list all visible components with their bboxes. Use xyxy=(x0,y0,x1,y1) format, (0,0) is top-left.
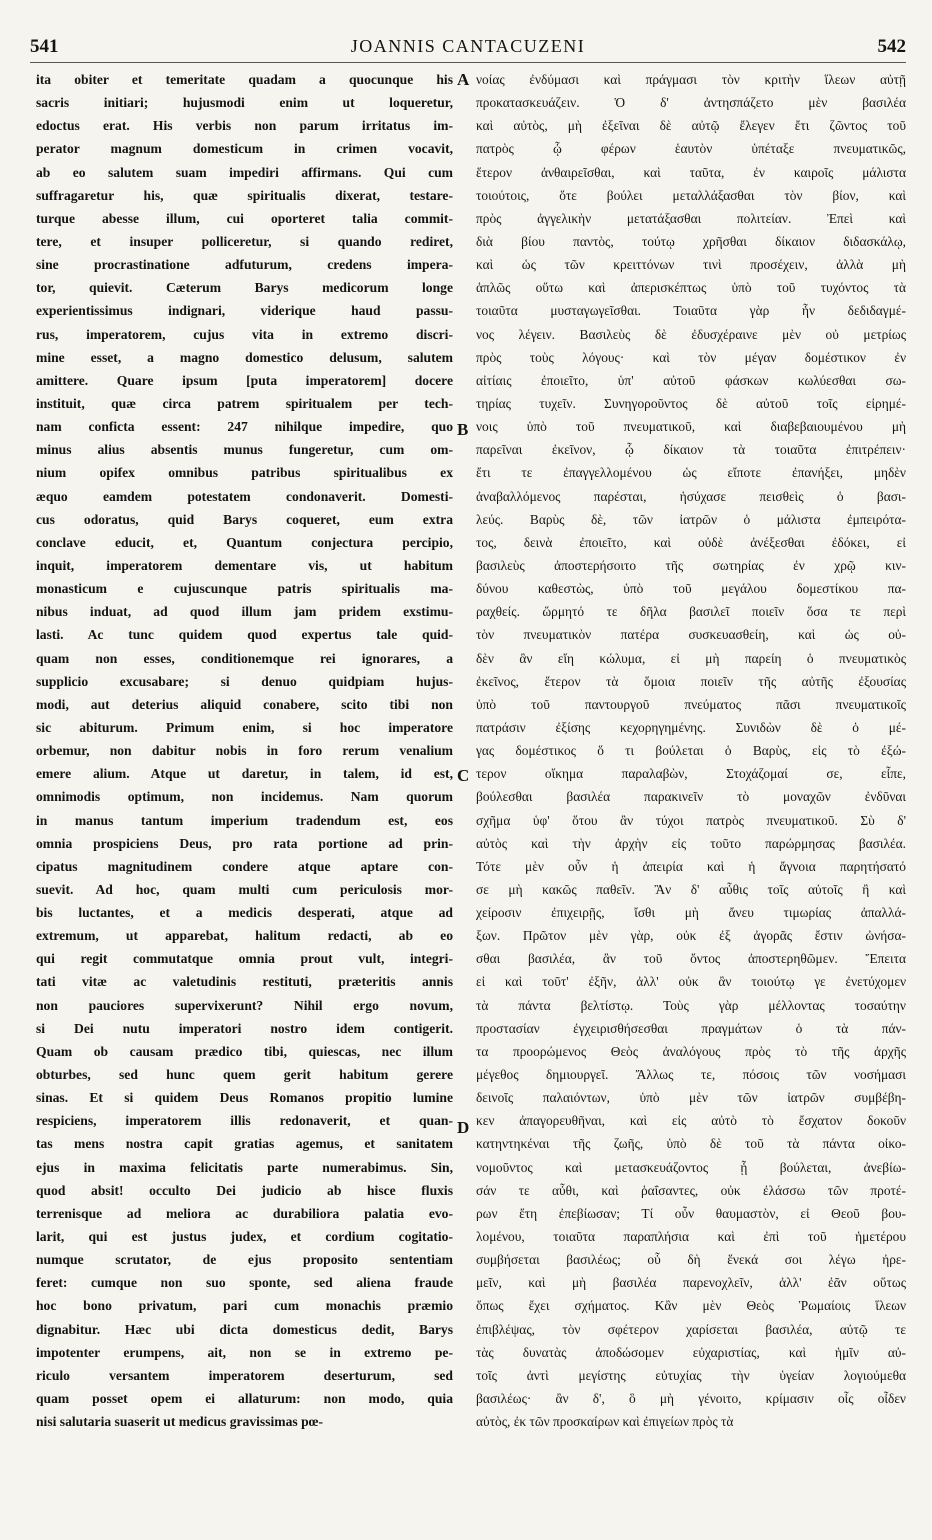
greek-text-line: ἔτι τε ἐπαγγελλομένου ὡς εἴποτε ἐπανήξει, μηδὲν xyxy=(476,465,906,481)
left-page-number: 541 xyxy=(30,36,59,57)
latin-text-line: omnia prospiciens Deus, pro rata portione ad prin- xyxy=(36,835,453,851)
latin-text-line: obturbes, sed hunc quem gerit habitum gerere xyxy=(36,1067,453,1083)
right-page-number: 542 xyxy=(877,36,906,57)
greek-text-line: Τότε μὲν οὖν ἡ ἀπειρία καὶ ἡ ἄγνοια παρητήσατό xyxy=(476,858,906,874)
greek-text-line: σθαι βασιλέα, ἂν τοῦ ὄντος ἀποστερηθῶμεν. Ἔπειτα xyxy=(476,951,906,967)
latin-text-line: tati vitæ ac valetudinis restituti, præteritis annis xyxy=(36,974,453,990)
greek-text-line: μεῖν, καὶ μὴ βασιλέα παρενοχλεῖν, ἀλλ' ἐᾶν οὕτως xyxy=(476,1275,906,1291)
greek-text-line: ἐπιβλέψας, τὸν σφέτερον χαρίσεται βασιλέα, αὐτῷ τε xyxy=(476,1321,906,1337)
margin-letter-a: A xyxy=(457,70,470,89)
latin-text-line: conclave educit, et, Quantum conjectura percipio, xyxy=(36,534,453,550)
latin-text-line: ita obiter et temeritate quadam a quocunque his xyxy=(36,72,453,87)
latin-text-line: sic abiturum. Primum enim, si hoc imperatore xyxy=(36,719,453,735)
greek-text-line: νομοῦντος καὶ μετασκευάζοντος ᾗ βούλεται, ἀνεβίω- xyxy=(476,1159,906,1175)
latin-text-line: lasti. Ac tunc quidem quod expertus tale quid- xyxy=(36,627,453,643)
latin-text-line: monasticum e cujuscunque patris spiritualis ma- xyxy=(36,581,453,597)
latin-text-line: extremum, ut apparebat, halitum redacti, ab eo xyxy=(36,928,453,944)
latin-text-line: minus alius absentis munus fungeretur, cum om- xyxy=(36,442,453,458)
latin-text-line: Quam ob causam prædico tibi, quiescas, nec illum xyxy=(36,1043,453,1059)
greek-text-line: προστασίαν ἐγχειρισθήσεσθαι πραγμάτων ὁ τὰ πάν- xyxy=(476,1020,906,1036)
latin-text-line: non pauciores supervixerunt? Nihil ergo novum, xyxy=(36,997,453,1013)
latin-text-line: quod absit! occulto Dei judicio ab hisce fluxis xyxy=(36,1182,453,1198)
greek-text-line: δύνου καθεστὼς, ὑπὸ τοῦ μεγάλου δομεστίκου πα- xyxy=(476,581,906,597)
greek-text-line: ὅπως ἔχει σχήματος. Κἂν μὲν Θεὸς Ῥωμαίοις ἵλεων xyxy=(476,1298,906,1314)
greek-text-line: ρων ἔτη ἐπεβίωσαν; Τί οὖν θαυμαστὸν, εἰ Θεοῦ βου- xyxy=(476,1205,906,1221)
greek-text-line: τὰς δυνατὰς ἀποδώσομεν εὐχαριστίας, καὶ ἡμῖν αὐ- xyxy=(476,1344,906,1360)
greek-text-line: ἐκεῖνος, ἕτερον τὰ ὅμοια ποιεῖν τῆς αὐτῆς ἐξουσίας xyxy=(476,673,906,689)
greek-column xyxy=(476,68,906,1433)
greek-text-line: τα προορώμενος Θεὸς ἀναλόγους πρὸς τὸ τῆς ἀρχῆς xyxy=(476,1043,906,1059)
latin-text-line: nium opifex omnibus patribus spiritualibus ex xyxy=(36,465,453,481)
latin-text-line: riculo versantem imperatorem deserturum, sed xyxy=(36,1367,453,1383)
greek-text-line: διὰ βίου παντὸς, τούτῳ χρῆσθαι δίκαιον διδασκάλῳ, xyxy=(476,233,906,249)
greek-text-line: τος, δεινὰ ἐποιεῖτο, καὶ οὐδὲ ἀνέξεσθαι ἐδόκει, εἰ xyxy=(476,534,906,550)
greek-text-line: πρὸς ἀγγελικὴν μετατάξασθαι πολιτείαν. Ἐπεὶ καὶ xyxy=(476,210,906,226)
greek-text-line: τοιαῦτα μυσταγωγεῖσθαι. Τοιαῦτα γὰρ ἦν δεδιδαγμέ- xyxy=(476,303,906,319)
greek-text-line: πατρὸς ᾧ φέρων ἑαυτὸν ὑπέταξε πνευματικῶς, xyxy=(476,141,906,157)
latin-text-line: nam conficta essent: 247 nihilque impedire, quo xyxy=(36,419,453,435)
latin-text-line: omnimodis optimum, non incidemus. Nam quorum xyxy=(36,789,453,805)
greek-text-line: καὶ αὐτὸς, μὴ ἐξεῖναι δὲ αὐτῷ ἔλεγεν ἔτι ζῶντος τοῦ xyxy=(476,118,906,134)
latin-text-line: nisi salutaria suaserit ut medicus gravissimas pœ- xyxy=(36,1414,323,1430)
greek-text-line: αὐτὸς καὶ τὴν ἀρχὴν εἰς τοῦτο παρώρμησας βασιλέα. xyxy=(476,835,906,851)
latin-text-line: rus, imperatorem, cujus vita in extremo discri- xyxy=(36,326,453,342)
greek-text-line: τὰ πάντα βελτίστῳ. Τοὺς γὰρ μέλλοντας τοσαύτην xyxy=(476,997,906,1013)
header-rule xyxy=(30,62,906,63)
latin-text-line: æquo eamdem potestatem condonaverit. Domesti- xyxy=(36,488,453,504)
greek-text-line: παρεῖναι ἐκεῖνον, ᾧ δίκαιον τὰ τοιαῦτα ἐπιτρέπειν· xyxy=(476,442,906,458)
greek-text-line: πρὸς τοὺς λόγους· καὶ τὸν μέγαν δομέστικον ἐν xyxy=(476,349,906,365)
greek-text-line: ραχθείς. ὥρμητό τε δῆλα βασιλεῖ ποιεῖν ὅσα τε περὶ xyxy=(476,604,906,620)
greek-text-line: δεινοῖς παλαιόντων, ὑπὸ μὲν τῶν ἰατρῶν συμβέβη- xyxy=(476,1090,906,1106)
latin-text-line: cus odoratus, quid Barys coqueret, eum extra xyxy=(36,511,453,527)
latin-text-line: inquit, imperatorem dementare vis, ut habitum xyxy=(36,557,453,573)
latin-text-line: modi, aut deterius aliquid conabere, scito tibi non xyxy=(36,696,453,712)
greek-text-line: βασιλεὺς ἀποστερήσοιτο τῆς σωτηρίας ἐν χρῷ κιν- xyxy=(476,557,906,573)
latin-text-line: instituit, quæ circa patrem spiritualem per tech- xyxy=(36,395,453,411)
greek-text-line: ὑπὸ τοῦ παντουργοῦ πνεύματος πᾶσι πνευματικοῖς xyxy=(476,696,906,712)
greek-text-line: γας δομέστικος ὅ τι βούλεται ὁ Βαρὺς, εἰς τὸ ἐξώ- xyxy=(476,743,906,759)
greek-text-line: αἰτίαις ἐποιεῖτο, ὑπ' αὐτοῦ φάσκων κωλύεσθαι σω- xyxy=(476,372,906,388)
greek-text-line: λομένου, τοιαῦτα παραπλήσια καὶ ἐπὶ τοῦ ἡμετέρου xyxy=(476,1229,906,1245)
latin-text-line: sacris initiari; hujusmodi enim ut loqueretur, xyxy=(36,95,453,111)
greek-text-line: σάν τε αὖθι, καὶ ῥαΐσαντες, οὐκ ἐλάσσω τῶν προτέ- xyxy=(476,1182,906,1198)
greek-text-line: αὐτὸς, ἐκ τῶν προσκαίρων καὶ ἐπιγείων πρὸς τὰ xyxy=(476,1414,734,1430)
latin-text-line: numque scrutator, de ejus proposito sententiam xyxy=(36,1252,453,1268)
margin-letter-b: B xyxy=(457,420,469,439)
latin-text-line: larit, qui est justus judex, et cordium cogitatio- xyxy=(36,1229,453,1245)
latin-text-line: cipatus magnitudinem condere atque aptare con- xyxy=(36,858,453,874)
greek-text-line: τηρίας τυχεῖν. Συνηγοροῦντος δὲ αὐτοῦ τοῖς εἰρημέ- xyxy=(476,395,906,411)
latin-column xyxy=(36,68,453,1433)
latin-text-line: quam non esses, conditionemque rei ignorares, a xyxy=(36,650,453,666)
latin-text-line: tere, et insuper polliceretur, si quando rediret, xyxy=(36,233,453,249)
latin-text-line: bis luctantes, et a medicis desperati, atque ad xyxy=(36,905,453,921)
latin-text-line: orbemur, non dabitur nobis in foro rerum venalium xyxy=(36,743,453,759)
greek-text-line: βούλεσθαι βασιλέα παρακινεῖν τὸ μοναχῶν ἐνδῦναι xyxy=(476,789,906,805)
latin-text-line: sine procrastinatione adfuturum, credens impera- xyxy=(36,257,453,273)
latin-text-line: turque abesse illum, cui oporteret talia commit- xyxy=(36,210,453,226)
greek-text-line: δὲν ἂν εἴη κώλυμα, εἰ μὴ παρείη ὁ πνευματικὸς xyxy=(476,650,906,666)
greek-text-line: μέγεθος δημιουργεῖ. Ἄλλως τε, πόσοις τῶν νοσήμασι xyxy=(476,1067,906,1083)
greek-text-line: νος λέγειν. Βασιλεὺς δὲ ἐδυσχέραινε μὲν οὐ μετρίως xyxy=(476,326,906,342)
latin-text-line: terrenisque ad meliora ac durabiliora palatia evo- xyxy=(36,1205,453,1221)
margin-letter-c: C xyxy=(457,766,470,785)
running-header xyxy=(30,36,906,60)
greek-text-line: συμβήσεται βασιλέως; οὗ δὴ ἕνεκά σοι λέγω ἠρε- xyxy=(476,1252,906,1268)
latin-text-line: dignabitur. Hæc ubi dicta domesticus dedit, Barys xyxy=(36,1321,453,1337)
greek-text-line: κεν ἀπαγορευθῆναι, καὶ εἰς αὐτὸ τὸ ἔσχατον δοκοῦν xyxy=(476,1113,906,1129)
greek-text-line: ἁπλῶς οὕτω καὶ ἀπερισκέπτως ὑπὸ τοῦ τυχόντος τὰ xyxy=(476,280,906,296)
greek-text-line: κατηντηκέναι τῆς ζωῆς, ὑπὸ δὲ τοῦ τὰ πάντα οἰκο- xyxy=(476,1136,906,1152)
latin-text-line: qui regit commutatque omnia prout vult, integri- xyxy=(36,951,453,967)
latin-text-line: amittere. Quare ipsum [puta imperatorem] docere xyxy=(36,372,453,388)
greek-text-line: τοῖς ἀντὶ μεγίστης εὐτυχίας τὴν ὑγείαν λογιούμεθα xyxy=(476,1367,906,1383)
latin-text-line: ab eo salutem suam impediri affirmans. Qui cum xyxy=(36,164,453,180)
latin-text-line: si Dei nutu imperatori nostro idem contigerit. xyxy=(36,1020,453,1036)
greek-text-line: χείροσιν ἐπιχειρῇς, ἴσθι μὴ ἄνευ τιμωρίας ἀπαλλά- xyxy=(476,905,906,921)
latin-text-line: tas mens nostra capit gratias agemus, et sanitatem xyxy=(36,1136,453,1152)
latin-text-line: nibus induat, ad quod illum jam pridem exstimu- xyxy=(36,604,453,620)
latin-text-line: hoc bono privatum, pari cum monachis præmio xyxy=(36,1298,453,1314)
greek-text-line: ἕτερον ἀνθαιρεῖσθαι, καὶ ταῦτα, ἐν καιροῖς μάλιστα xyxy=(476,164,906,180)
latin-text-line: respiciens, imperatorem illis redonaverit, et quan- xyxy=(36,1113,453,1129)
latin-text-line: ejus in maxima felicitatis parte numerabimus. Sin, xyxy=(36,1159,453,1175)
latin-text-line: edoctus erat. His verbis non parum irritatus im- xyxy=(36,118,453,134)
margin-letter-d: D xyxy=(457,1118,470,1137)
greek-text-line: προκατασκευάζειν. Ὁ δ' ἀντησπάζετο μὲν βασιλέα xyxy=(476,95,906,111)
greek-text-line: νοις ὑπὸ τοῦ πνευματικοῦ, καὶ διαβεβαιουμένου μὴ xyxy=(476,419,906,435)
latin-text-line: quam posset opem ei allaturum: non modo, quia xyxy=(36,1391,453,1407)
latin-text-line: suevit. Ad hoc, quam multi cum periculosis mor- xyxy=(36,881,453,897)
greek-text-line: τερον οἴκημα παραλαβὼν, Στοχάζομαί σε, εἶπε, xyxy=(476,766,906,782)
latin-text-line: experientissimus indignari, viderique haud passu- xyxy=(36,303,453,319)
latin-text-line: emere alium. Atque ut daretur, in talem, id est, xyxy=(36,766,453,782)
greek-text-line: τὸν πνευματικὸν πατέρα συσκευασθείη, καὶ ὡς οὐ- xyxy=(476,627,906,643)
latin-text-line: tor, quievit. Cæterum Barys medicorum longe xyxy=(36,280,453,296)
greek-text-line: βασιλέως· ἂν δ', ὃ μὴ γένοιτο, κρίμασιν οἷς οἶδεν xyxy=(476,1391,906,1407)
running-title: JOANNIS CANTACUZENI xyxy=(350,36,586,56)
greek-text-line: τοιούτοις, ὅτε βούλει μεταλλάξασθαι τὸν βίον, καὶ xyxy=(476,187,906,203)
latin-text-line: mine esset, a magno domestico delusum, salutem xyxy=(36,349,453,365)
greek-text-line: νοίας ἐνδύμασι καὶ πράγμασι τὸν κριτὴν ἵλεων αὐτῇ xyxy=(476,72,906,87)
greek-text-line: εἰ καὶ τοῦτ' ἐξῆν, ἀλλ' οὐκ ἂν τοιούτῳ γε ἐνετύχομεν xyxy=(476,974,906,990)
latin-text-line: in manus tantum imperium tradendum est, eos xyxy=(36,812,453,828)
latin-text-line: sinas. Et si quidem Deus Romanos propitio lumine xyxy=(36,1090,453,1106)
greek-text-line: ξων. Πρῶτον μὲν γὰρ, οὐκ ἐξ ἀγορᾶς ἔστιν ὠνήσα- xyxy=(476,928,906,944)
latin-text-line: feret: cumque non suo sponte, sed aliena fraude xyxy=(36,1275,453,1291)
latin-text-line: impotenter erumpens, ait, non se in extremo pe- xyxy=(36,1344,453,1360)
latin-text-line: perator magnum domesticum in crimen vocavit, xyxy=(36,141,453,157)
greek-text-line: ἀναβαλλόμενος παρέσται, ἡσύχασε πεισθεὶς ὁ βασι- xyxy=(476,488,906,504)
latin-text-line: supplicio excusabare; si denuo quidpiam hujus- xyxy=(36,673,453,689)
greek-text-line: πατράσιν ἐξίσης κεχορηγημένης. Συνιδὼν δὲ ὁ μέ- xyxy=(476,719,906,735)
greek-text-line: λεύς. Βαρὺς δὲ, τῶν ἰατρῶν ὁ μάλιστα ἐμπειρότα- xyxy=(476,511,906,527)
greek-text-line: σε μὴ κακῶς παθεῖν. Ἂν δ' αὖθις τοῖς αὐτοῖς ἢ καὶ xyxy=(476,881,906,897)
latin-text-line: suffragaretur his, quæ spiritualis dixerat, testare- xyxy=(36,187,453,203)
greek-text-line: καὶ ὡς τῶν κρειττόνων τινὶ προσέχειν, ἀλλὰ μὴ xyxy=(476,257,906,273)
greek-text-line: σχῆμα ὑφ' ὅτου ἂν τύχοι πατρὸς πνευματικοῦ. Σὺ δ' xyxy=(476,812,906,828)
